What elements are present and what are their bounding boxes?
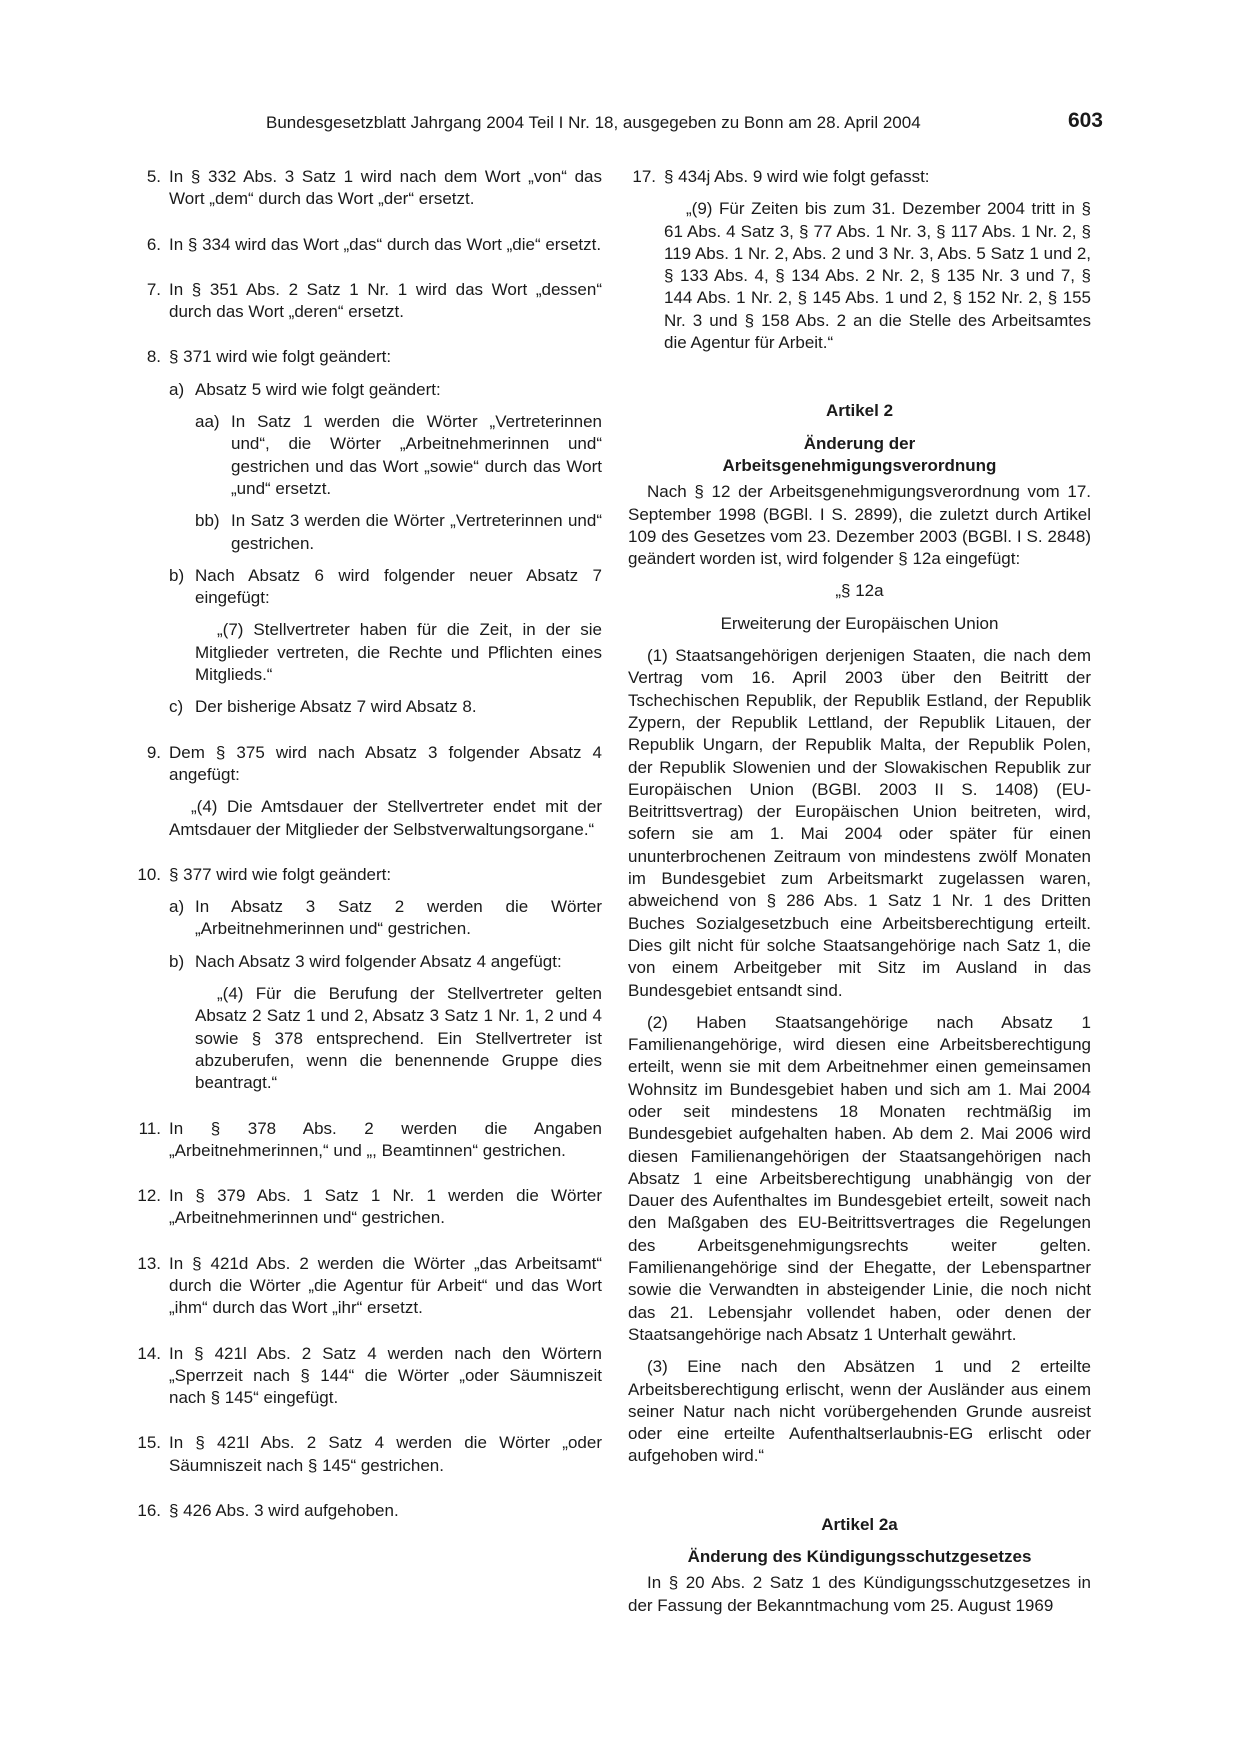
list-item-11 [133,1118,602,1163]
sub-marker: bb) [195,511,220,531]
list-item-5 [133,166,602,211]
list-item-6 [133,234,602,256]
sub-marker: b) [169,951,185,971]
running-title: Bundesgesetzblatt Jahrgang 2004 Teil I Nr. 18, ausgegeben zu Bonn am 28. April 2004 [266,113,921,132]
list-item-8 [133,346,602,368]
item-text: In § 334 wird das Wort „das“ durch das Wort „die“ ersetzt. [169,234,602,254]
item-text: § 377 wird wie folgt geändert: [169,864,392,884]
left-column [133,166,602,1522]
article-title: Änderung des Kündigungsschutzgesetzes [687,1547,1032,1567]
article-2a [628,1514,1091,1617]
item-number: 12. [137,1186,161,1206]
list-item-7 [133,279,602,324]
sub-marker: aa) [195,412,220,432]
paragraph-label: „§ 12a [835,581,884,601]
quote-text: „(9) Für Zeiten bis zum 31. Dezember 2004 tritt in § 61 Abs. 4 Satz 3, § 77 Abs. 1 Nr. 3, § 117 Abs. 1 Nr. 2, § 119 Abs. 1 Nr. 2, Abs. 2 und 3 Nr. 3, Abs. 5 Satz 1 und 2, § 133 Abs. 4, § 134 Abs. 2 Nr. 2, § 135 Nr. 3 und 7, § 144 Abs. 1 Nr. 2, § 145 Abs. 1 und 2, § 152 Nr. 2, § 155 Nr. 3 und § 158 Abs. 2 an die Stelle des Arbeitsamtes die Agentur für Arbeit.“ [664,199,1091,353]
page-number: 603 [1067,109,1103,132]
sub-item-8aa [133,411,602,500]
article-intro: In § 20 Abs. 2 Satz 1 des Kündigungsschutzgesetzes in der Fassung der Bekanntmachung vom 25. August 1969 [628,1573,1091,1615]
item-text: In § 421l Abs. 2 Satz 4 werden nach den Wörtern „Sperrzeit nach § 144“ die Wörter „oder Säumniszeit nach § 145“ eingefügt. [169,1343,602,1408]
article-intro: Nach § 12 der Arbeitsgenehmigungsverordnung vom 17. September 1998 (BGBl. I S. 2899), die zuletzt durch Artikel 109 des Gesetzes vom 23. Dezember 2003 (BGBl. I S. 2848) geändert worden ist, wird folgender § 12a eingefügt: [628,482,1091,569]
section-3-text: (3) Eine nach den Absätzen 1 und 2 erteilte Arbeitsberechtigung erlischt, wenn der Ausländer aus einem seiner Natur nach nicht vorübergehenden Grunde ausreist oder eine erteilte Aufenthaltserlaubnis-EG erlischt oder aufgehoben wird.“ [628,1357,1091,1466]
sub-text: In Satz 1 werden die Wörter „Vertreterinnen und“, die Wörter „Arbeitnehmerinnen und“ gestrichen und das Wort „sowie“ durch das Wort „und“ ersetzt. [231,412,602,498]
quote-text: „(4) Die Amtsdauer der Stellvertreter endet mit der Amtsdauer der Mitglieder der Selbstverwaltungsorgane.“ [169,797,602,839]
article-label: Artikel 2a [821,1514,898,1534]
list-item-16 [133,1500,602,1522]
item-number: 17. [632,167,656,186]
item-number: 9. [146,742,161,762]
sub-item-8c [133,696,602,718]
article-label: Artikel 2 [825,401,894,421]
article-title-line-2: Arbeitsgenehmigungsverordnung [722,455,997,475]
section-2-text: (2) Haben Staatsangehörige nach Absatz 1 Familienangehörige, wird diesen eine Arbeitsberechtigung erteilt, wenn sie mit dem Arbeitnehmer einen gemeinsamen Wohnsitz im Bundesgebiet haben und sich am 1. Mai 2004 oder seit mindestens 18 Monaten rechtmäßig im Bundesgebiet aufgehalten haben. Ab dem 2. Mai 2006 wird diesen Familienangehörigen der Staatsangehörigen nach Absatz 1 eine Arbeitsberechtigung unabhängig von der Dauer des Aufenthaltes im Bundesgebiet erteilt, soweit nach den Maßgaben des EU-Beitrittsvertrages die Regelungen des Arbeitsgenehmigungsrechts weiter gelten. Familienangehörige sind der Ehegatte, der Lebenspartner sowie die Verwandten in absteigender Linie, die noch nicht das 21. Lebensjahr vollendet haben, oder denen der Staatsangehörige nach Absatz 1 Unterhalt gewährt. [628,1012,1091,1344]
item-text: In § 351 Abs. 2 Satz 1 Nr. 1 wird das Wort „dessen“ durch das Wort „deren“ ersetzt. [169,279,602,322]
sub-marker: a) [169,897,185,917]
sub-item-10a [133,896,602,941]
item-number: 13. [137,1253,161,1273]
sub-text: Nach Absatz 3 wird folgender Absatz 4 angefügt: [195,951,562,971]
quote-text: „(4) Für die Berufung der Stellvertreter gelten Absatz 2 Satz 1 und 2, Absatz 3 Satz 1 Nr. 1, 2 und 4 sowie § 378 entsprechend. Ein Stellvertreter ist abzuberufen, wenn die benennende Gruppe dies beantragt.“ [195,984,602,1093]
item-number: 16. [137,1501,161,1521]
item-text: § 426 Abs. 3 wird aufgehoben. [169,1501,399,1521]
paragraph-title: Erweiterung der Europäischen Union [720,613,999,633]
sub-text: In Absatz 3 Satz 2 werden die Wörter „Arbeitnehmerinnen und“ gestrichen. [195,897,602,939]
item-number: 7. [146,279,161,299]
item-text: § 434j Abs. 9 wird wie folgt gefasst: [664,167,930,186]
article-title-line-1: Änderung der [803,433,916,453]
item-text: In § 379 Abs. 1 Satz 1 Nr. 1 werden die Wörter „Arbeitnehmerinnen und“ gestrichen. [169,1186,602,1228]
item-number: 11. [138,1118,161,1138]
item-number: 14. [137,1343,161,1363]
item-number: 15. [137,1433,161,1453]
quoted-paragraph-4 [133,796,602,841]
list-item-15 [133,1432,602,1477]
item-number: 8. [146,347,161,367]
sub-marker: b) [169,565,185,585]
item-number: 5. [146,167,161,186]
item-text: § 371 wird wie folgt geändert: [169,347,392,367]
section-1-text: (1) Staatsangehörigen derjenigen Staaten, die nach dem Vertrag vom 16. April 2003 über den Beitritt der Tschechischen Republik, der Republik Estland, der Republik Zypern, der Republik Lettland, der Republik Litauen, der Republik Ungarn, der Republik Malta, der Republik Polen, der Republik Slowenien und der Slowakischen Republik zur Europäischen Union (BGBl. 2003 II S. 1408) (EU-Beitrittsvertrag) der Europäischen Union beitreten, wird, sofern sie am 1. Mai 2004 oder später für einen ununterbrochenen Zeitraum von mindestens zwölf Monaten im Bundesgebiet zum Arbeitsmarkt zugelassen waren, abweichend von § 286 Abs. 1 Satz 1 Nr. 1 des Dritten Buches Sozialgesetzbuch eine Arbeitsberechtigung erteilt. Dies gilt nicht für solche Staatsangehörige nach Satz 1, die von einem Arbeitgeber mit Sitz im Ausland in das Bundesgebiet entsandt sind. [628,646,1091,1000]
list-item-13 [133,1253,602,1320]
running-header [133,110,1103,138]
item-text: In § 421l Abs. 2 Satz 4 werden die Wörter „oder Säumniszeit nach § 145“ gestrichen. [169,1433,602,1475]
quoted-paragraph-7 [133,619,602,686]
sub-marker: c) [169,697,184,717]
sub-item-8bb [133,510,602,555]
quoted-paragraph-9 [628,198,1091,354]
article-2 [628,400,1091,1467]
list-item-10 [133,864,602,886]
item-text: Dem § 375 wird nach Absatz 3 folgender Absatz 4 angefügt: [169,742,602,784]
sub-marker: a) [169,379,185,399]
list-item-14 [133,1343,602,1410]
quoted-paragraph-4b [133,983,602,1094]
sub-text: In Satz 3 werden die Wörter „Vertreterinnen und“ gestrichen. [231,511,602,553]
item-number: 10. [137,864,161,884]
item-text: In § 421d Abs. 2 werden die Wörter „das Arbeitsamt“ durch die Wörter „die Agentur für Arbeit“ und das Wort „ihm“ durch das Wort „ihr“ ersetzt. [169,1253,602,1318]
sub-item-8b [133,565,602,610]
sub-item-8a [133,379,602,401]
item-number: 6. [146,234,161,254]
sub-text: Der bisherige Absatz 7 wird Absatz 8. [195,697,477,717]
sub-text: Absatz 5 wird wie folgt geändert: [195,379,441,399]
sub-text: Nach Absatz 6 wird folgender neuer Absatz 7 eingefügt: [195,565,602,608]
item-text: In § 378 Abs. 2 werden die Angaben „Arbeitnehmerinnen,“ und „, Beamtinnen“ gestrichen. [169,1118,602,1160]
list-item-12 [133,1185,602,1230]
list-item-9 [133,742,602,787]
quote-text: „(7) Stellvertreter haben für die Zeit, in der sie Mitglieder vertreten, die Rechte und Pflichten eines Mitglieds.“ [195,620,602,685]
list-item-17 [628,166,1091,188]
item-text: In § 332 Abs. 3 Satz 1 wird nach dem Wort „von“ das Wort „dem“ durch das Wort „der“ ersetzt. [169,167,602,209]
sub-item-10b [133,951,602,973]
right-column [628,166,1091,1617]
